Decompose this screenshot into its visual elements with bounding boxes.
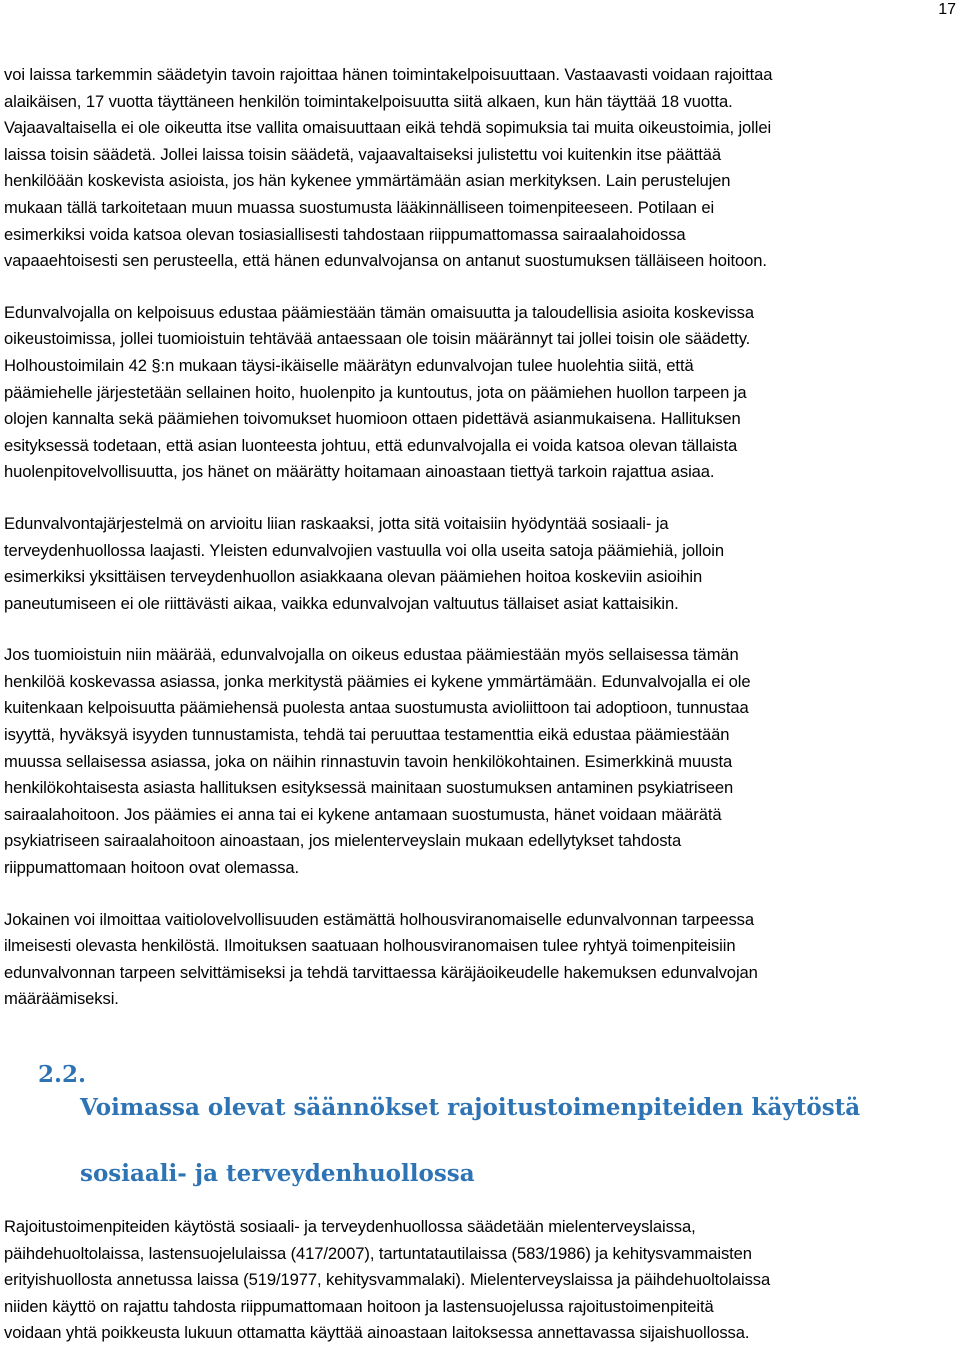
paragraph-notification: Jokainen voi ilmoittaa vaitiolovelvollisuuden estämättä holhousviranomaiselle edunvalvonnan tarpeessa ilmeisesti olevasta henkilöstä. Ilmoituksen saatuaan holhousviranomaisen tulee ryhtyä toimenpiteisiin edunvalvonnan tarpeen selvittämiseksi ja tehdä tarvittaessa käräjäoikeudelle hakemuksen edunvalvojan määräämiseksi. <box>4 909 758 1009</box>
section-title-line-2: sosiaali- ja terveydenhuollossa <box>80 1160 475 1187</box>
paragraph-court-order: Jos tuomioistuin niin määrää, edunvalvojalla on oikeus edustaa päämiestään myös sellaisessa tämän henkilöä koskevassa asiassa, jonka merkitystä päämies ei kykene ymmärtämään. Edunvalvojalla ei ole kuitenkaan kelpoisuutta päämiehensä puolesta antaa suostumusta avioliittoon tai adoptioon, tunnustaa isyyttä, hyväksyä isyyden tunnustamista, tehdä tai peruuttaa testamenttia eikä edustaa päämiestään muussa sellaisessa asiassa, joka on näihin rinnastuvin tavoin henkilökohtainen. Esimerkkinä muusta henkilökohtaisesta asiasta hallituksen esityksessä mainitaan suostumuksen antaminen psykiatriseen sairaalahoitoon. Jos päämies ei anna tai ei kykene antamaan suostumusta, hänet voidaan määrätä psykiatriseen sairaalahoitoon ainoastaan, jos mielenterveyslain mukaan edellytykset tahdosta riippumattomaan hoitoon ovat olemassa. <box>4 645 751 878</box>
document-body <box>4 62 956 1347</box>
section-number: 2.2. <box>38 1061 87 1088</box>
section-heading <box>4 1058 956 1190</box>
paragraph-guardian-representation: Edunvalvojalla on kelpoisuus edustaa päämiestään tämän omaisuutta ja taloudellisia asioita koskevissa oikeustoimissa, jollei tuomioistuin tehtävää antaessaan ole toisin määrännyt tai jollei toisin ole säädetty. Holhoustoimilain 42 §:n mukaan täysi-ikäiselle määrätyn edunvalvojan tulee huolehtia siitä, että päämiehelle järjestetään sellainen hoito, huolenpito ja kuntoutus, jota on päämiehen huollon tarpeen ja olojen kannalta sekä päämiehen toivomukset huomioon ottaen pidettävä asianmukaisena. Hallituksen esityksessä todetaan, että asian luonteesta johtuu, että edunvalvojalla ei voida katsoa olevan tällaista huolenpitovelvollisuutta, jos hänet on määrätty hoitamaan ainoastaan tiettyä tarkoin rajattua asiaa. <box>4 302 754 482</box>
paragraph-restrictive-measures: Rajoitustoimenpiteiden käytöstä sosiaali- ja terveydenhuollossa säädetään mielenterveyslaissa, päihdehuoltolaissa, lastensuojelulaissa (417/2007), tartuntatautilaissa (583/1986) ja kehitysvammaisten erityishuollosta annetussa laissa (519/1977, kehitysvammalaki). Mielenterveyslaissa ja päihdehuoltolaissa niiden käyttö on rajattu tahdosta riippumattomaan hoitoon ja lastensuojelussa rajoitustoimenpiteitä voidaan yhtä poikkeusta lukuun ottamatta käyttää ainoastaan laitoksessa annettavassa sijaishuollossa. <box>4 1217 771 1343</box>
section-title <box>4 1058 956 1157</box>
page-number: 17 <box>938 1 956 18</box>
paragraph-guardianship-capacity: voi laissa tarkemmin säädetyin tavoin rajoittaa hänen toimintakelpoisuuttaan. Vastaavasti voidaan rajoittaa alaikäisen, 17 vuotta täyttäneen henkilön toimintakelpoisuutta siitä alkaen, kun hän täyttää 18 vuotta. Vajaavaltaisella ei ole oikeutta itse vallita omaisuuttaan eikä tehdä sopimuksia tai muita oikeustoimia, jollei laissa toisin säädetä. Jollei laissa toisin säädetä, vajaavaltaiseksi julistettu voi kuitenkin itse päättää henkilöään koskevista asioista, jos hän kykenee ymmärtämään asian merkityksen. Lain perustelujen mukaan tällä tarkoitetaan muun muassa suostumusta lääkinnälliseen toimenpiteeseen. Potilaan ei esimerkiksi voida katsoa olevan tosiasiallisesti tahdostaan riippumattomassa sairaalahoidossa vapaaehtoisesti sen perusteella, että hänen edunvalvojansa on antanut suostumuksen tälläiseen hoitoon. <box>4 65 773 271</box>
paragraph-guardianship-system: Edunvalvontajärjestelmä on arvioitu liian raskaaksi, jotta sitä voitaisiin hyödyntää sosiaali- ja terveydenhuollossa laajasti. Yleisten edunvalvojien vastuulla voi olla useita satoja päämiehiä, jolloin esimerkiksi yksittäisen terveydenhuollon asiakkaana olevan päämiehen hoitoa koskeviin asioihin paneutumiseen ei ole riittävästi aikaa, vaikka edunvalvojan valtuutus tällaiset asiat kattaisikin. <box>4 513 724 613</box>
section-title-line-1: Voimassa olevat säännökset rajoitustoimenpiteiden käytöstä <box>80 1094 861 1121</box>
